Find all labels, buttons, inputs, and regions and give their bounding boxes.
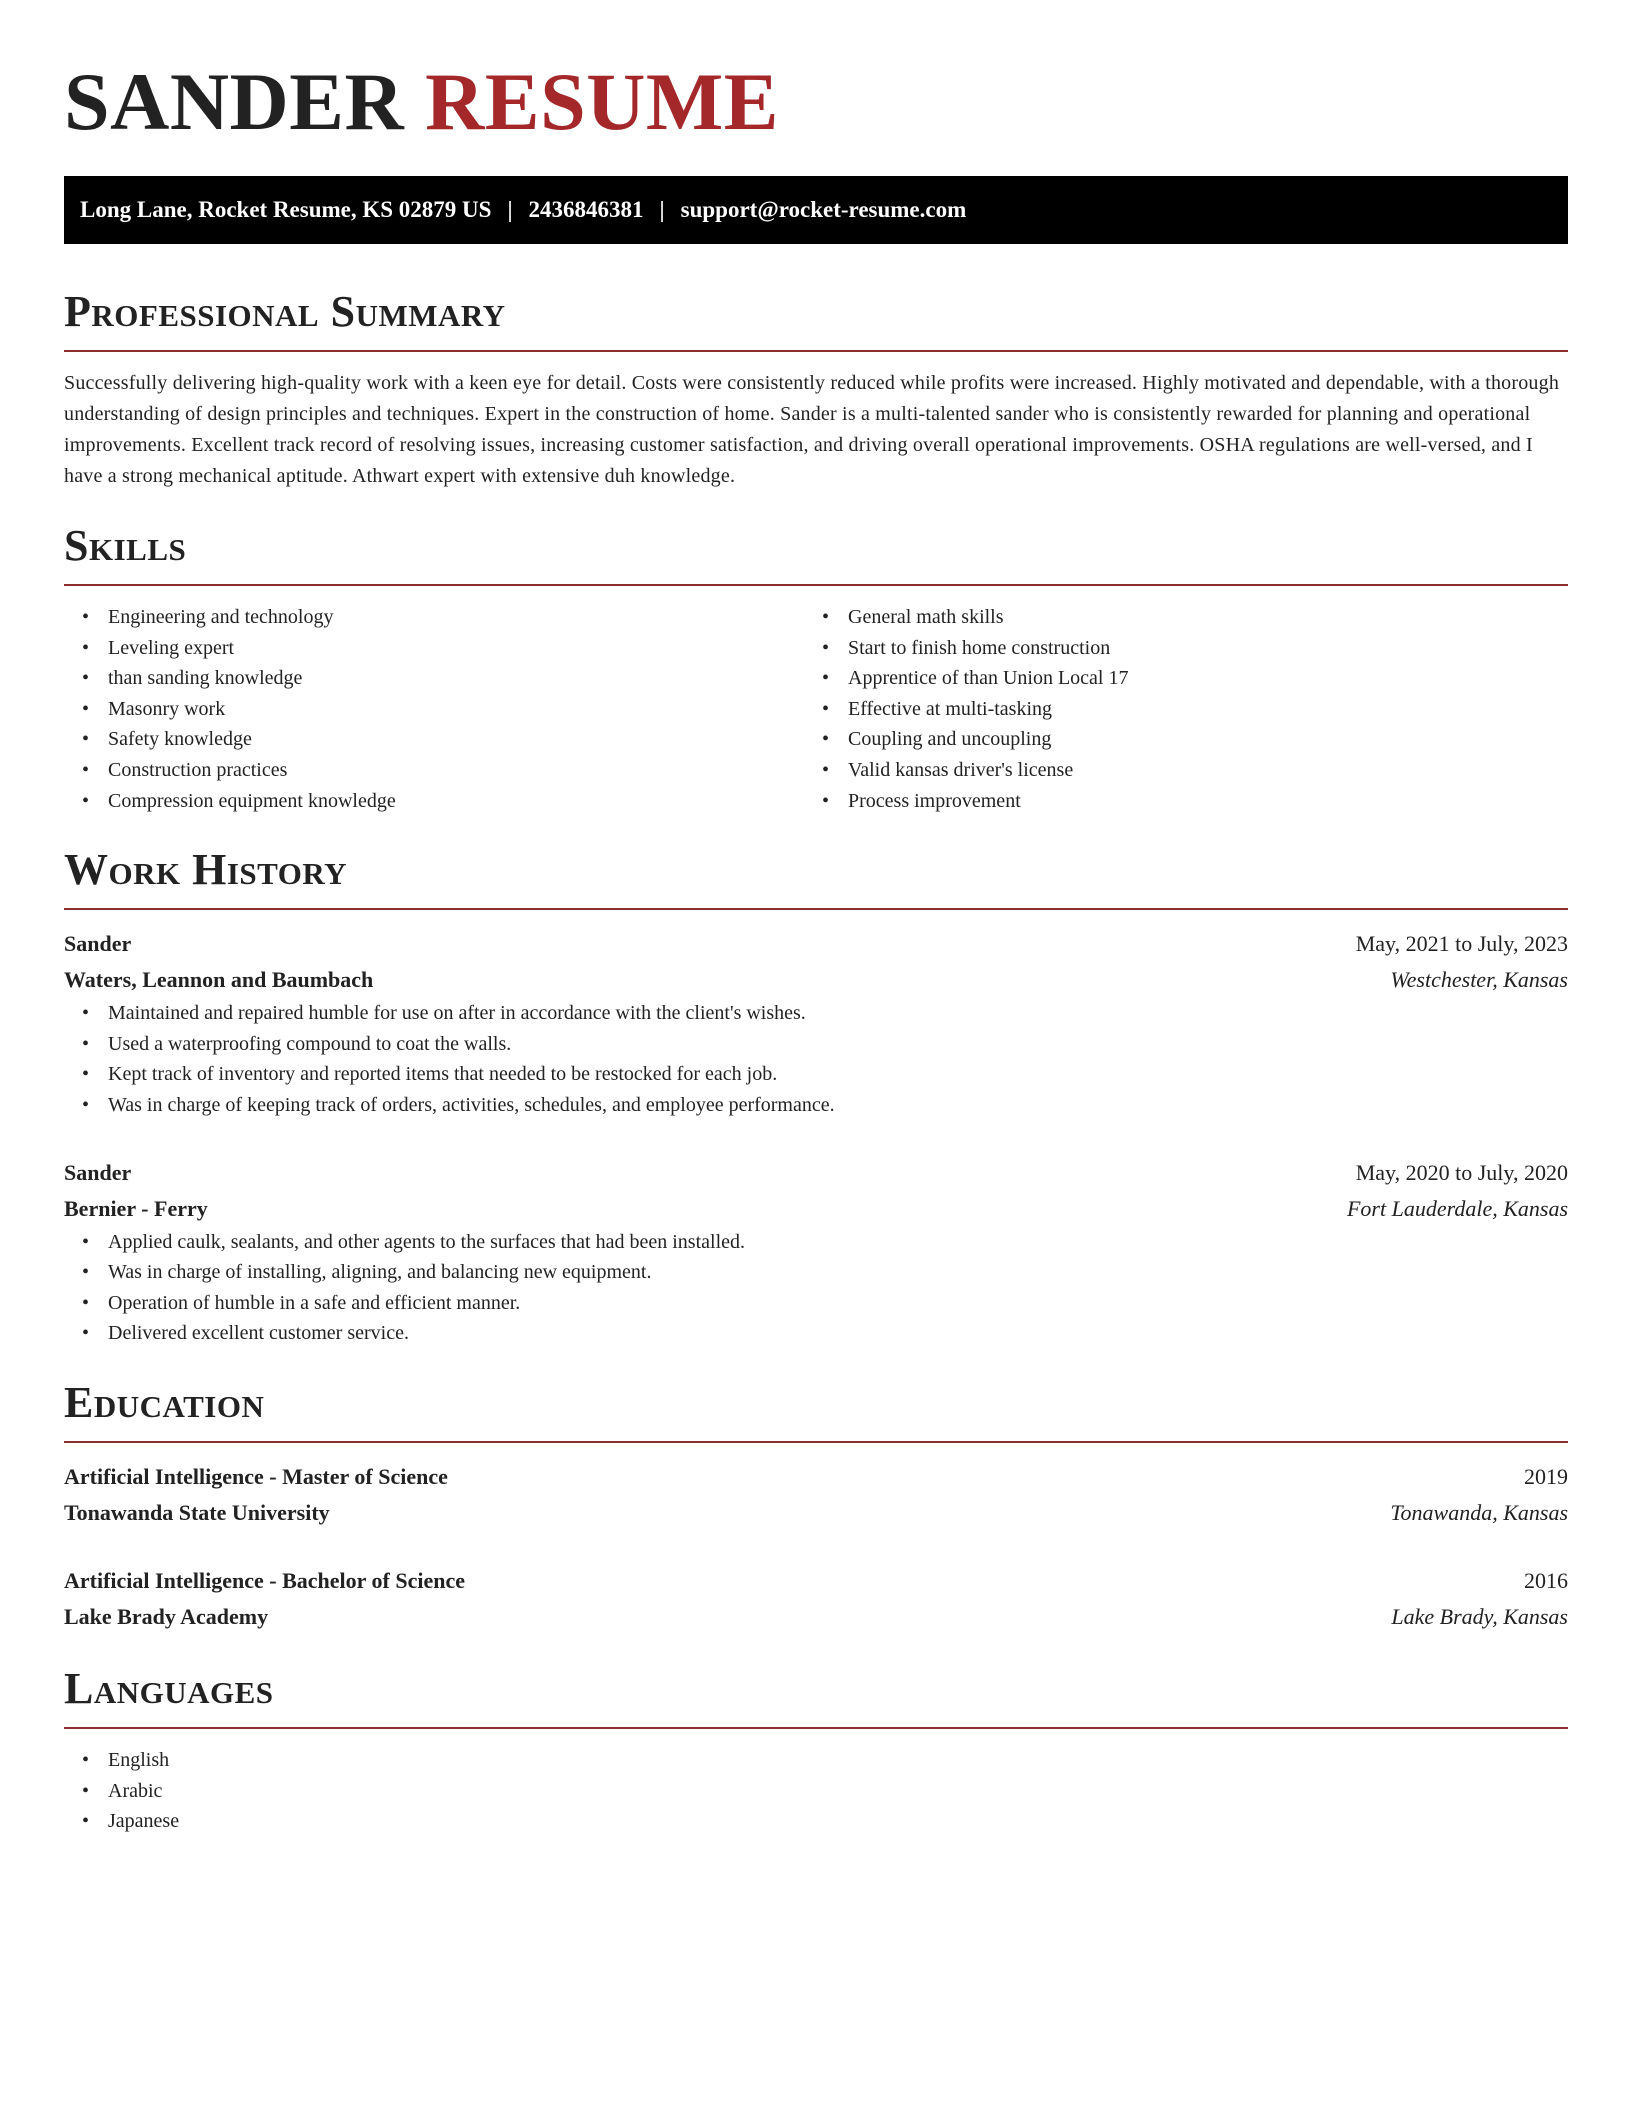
bullet-icon: •	[82, 728, 90, 751]
resume-name	[64, 58, 1568, 146]
skill-item: • Compression equipment knowledge	[64, 786, 804, 817]
language-item: • Arabic	[64, 1776, 1568, 1807]
bullet-icon: •	[82, 758, 90, 781]
job-bullet: • Maintained and repaired humble for use on after in accordance with the client's wishes.	[64, 998, 1568, 1029]
job-location: Westchester, Kansas	[1390, 967, 1568, 993]
education-location: Lake Brady, Kansas	[1391, 1603, 1568, 1629]
section-divider	[64, 1727, 1568, 1729]
language-item: • English	[64, 1745, 1568, 1776]
name-last: RESUME	[425, 56, 779, 147]
job-dates: May, 2020 to July, 2020	[1355, 1159, 1568, 1185]
bullet-icon: •	[822, 758, 830, 781]
job-bullet: • Was in charge of keeping track of orders, activities, schedules, and employee performance.	[64, 1090, 1568, 1121]
bullet-icon: •	[82, 1779, 90, 1802]
job-entry	[64, 1155, 1568, 1349]
skills-heading: Skills	[64, 521, 187, 570]
skill-item: • Apprentice of than Union Local 17	[804, 663, 1544, 694]
job-header-row	[64, 926, 1568, 962]
job-header-row	[64, 1155, 1568, 1191]
job-company: Waters, Leannon and Baumbach	[64, 967, 374, 993]
skill-item: • Coupling and uncoupling	[804, 724, 1544, 755]
job-bullet: • Applied caulk, sealants, and other agents to the surfaces that had been installed.	[64, 1227, 1568, 1258]
bullet-icon: •	[82, 789, 90, 812]
skills-list-left	[64, 602, 804, 816]
skill-item: • Process improvement	[804, 786, 1544, 817]
contact-bar	[64, 176, 1568, 244]
skill-item: • Valid kansas driver's license	[804, 755, 1544, 786]
languages-heading: Languages	[64, 1663, 274, 1713]
bullet-icon: •	[82, 697, 90, 720]
section-divider	[64, 1441, 1568, 1443]
bullet-icon: •	[822, 606, 830, 628]
skill-item: • Effective at multi-tasking	[804, 694, 1544, 725]
bullet-icon: •	[82, 606, 90, 628]
bullet-icon: •	[82, 1230, 90, 1253]
contact-phone[interactable]: 2436846381	[528, 197, 644, 222]
languages-section	[64, 1663, 1568, 1837]
education-degree: Artificial Intelligence - Master of Science	[64, 1463, 448, 1489]
job-bullet: • Operation of humble in a safe and efficient manner.	[64, 1288, 1568, 1319]
skill-item: • General math skills	[804, 602, 1544, 633]
job-title: Sander	[64, 931, 132, 957]
skills-list-right	[804, 602, 1544, 816]
bullet-icon: •	[82, 1291, 90, 1314]
bullet-icon: •	[82, 1810, 90, 1833]
education-school: Lake Brady Academy	[64, 1603, 269, 1629]
job-bullet: • Used a waterproofing compound to coat the walls.	[64, 1029, 1568, 1060]
skill-item: • Construction practices	[64, 755, 804, 786]
education-section	[64, 1377, 1568, 1635]
skills-column-right	[804, 602, 1544, 816]
education-heading: Education	[64, 1377, 265, 1427]
education-year: 2019	[1524, 1463, 1568, 1489]
summary-section	[64, 286, 1568, 492]
bullet-icon: •	[82, 1002, 90, 1025]
skills-grid	[64, 602, 1568, 816]
skill-item: • Engineering and technology	[64, 602, 804, 633]
work-history-heading: Work History	[64, 845, 348, 895]
contact-separator: |	[659, 197, 665, 222]
resume-page	[64, 0, 1568, 1837]
bullet-icon: •	[82, 1322, 90, 1345]
skill-item: • Start to finish home construction	[804, 633, 1544, 664]
education-entry	[64, 1459, 1568, 1531]
job-bullets	[64, 1227, 1568, 1349]
bullet-icon: •	[822, 789, 830, 812]
bullet-icon: •	[82, 1032, 90, 1055]
job-company: Bernier - Ferry	[64, 1195, 208, 1221]
job-bullet: • Delivered excellent customer service.	[64, 1318, 1568, 1349]
job-bullets	[64, 998, 1568, 1120]
job-location: Fort Lauderdale, Kansas	[1346, 1195, 1568, 1221]
job-company-row	[64, 1191, 1568, 1227]
education-location: Tonawanda, Kansas	[1390, 1499, 1568, 1525]
education-year: 2016	[1524, 1567, 1568, 1593]
skill-item: • Masonry work	[64, 694, 804, 725]
education-school: Tonawanda State University	[64, 1499, 330, 1525]
skill-item: • Safety knowledge	[64, 724, 804, 755]
job-company-row	[64, 962, 1568, 998]
work-history-section	[64, 844, 1568, 1349]
job-bullet: • Was in charge of installing, aligning, and balancing new equipment.	[64, 1257, 1568, 1288]
summary-text: Successfully delivering high-quality work with a keen eye for detail. Costs were consistently reduced while profits were increased. Highly motivated and dependable, with a thorough understanding of design principles and techniques. Expert in the construction of home. Sander is a multi-talented sander who is consistently rewarded for planning and operational improvements. Excellent track record of resolving issues, increasing customer satisfaction, and driving overall operational improvements. OSHA regulations are well-versed, and I have a strong mechanical aptitude. Athwart expert with extensive duh knowledge.	[64, 372, 1560, 487]
bullet-icon: •	[82, 1093, 90, 1116]
bullet-icon: •	[822, 728, 830, 751]
bullet-icon: •	[82, 1748, 90, 1771]
skills-column-left	[64, 602, 804, 816]
language-item: • Japanese	[64, 1806, 1568, 1837]
education-degree: Artificial Intelligence - Bachelor of Science	[64, 1567, 465, 1593]
bullet-icon: •	[82, 1261, 90, 1284]
section-divider	[64, 584, 1568, 586]
skill-item: • Leveling expert	[64, 633, 804, 664]
name-first: SANDER	[64, 56, 405, 147]
bullet-icon: •	[822, 667, 830, 690]
bullet-icon: •	[82, 1063, 90, 1086]
job-title: Sander	[64, 1159, 132, 1185]
education-header-row	[64, 1563, 1568, 1599]
education-entry	[64, 1563, 1568, 1635]
contact-email[interactable]: support@rocket-resume.com	[680, 197, 967, 222]
skills-section	[64, 520, 1568, 816]
summary-heading: Professional Summary	[64, 287, 506, 336]
job-bullet: • Kept track of inventory and reported items that needed to be restocked for each job.	[64, 1059, 1568, 1090]
contact-separator: |	[507, 197, 513, 222]
bullet-icon: •	[82, 667, 90, 690]
education-header-row	[64, 1459, 1568, 1495]
bullet-icon: •	[82, 636, 90, 659]
section-divider	[64, 350, 1568, 352]
bullet-icon: •	[822, 697, 830, 720]
bullet-icon: •	[822, 636, 830, 659]
contact-address: Long Lane, Rocket Resume, KS 02879 US	[80, 197, 492, 222]
languages-list	[64, 1745, 1568, 1837]
education-school-row	[64, 1599, 1568, 1635]
job-entry	[64, 926, 1568, 1120]
section-divider	[64, 908, 1568, 910]
job-dates: May, 2021 to July, 2023	[1355, 931, 1568, 957]
education-school-row	[64, 1495, 1568, 1531]
skill-item: • than sanding knowledge	[64, 663, 804, 694]
